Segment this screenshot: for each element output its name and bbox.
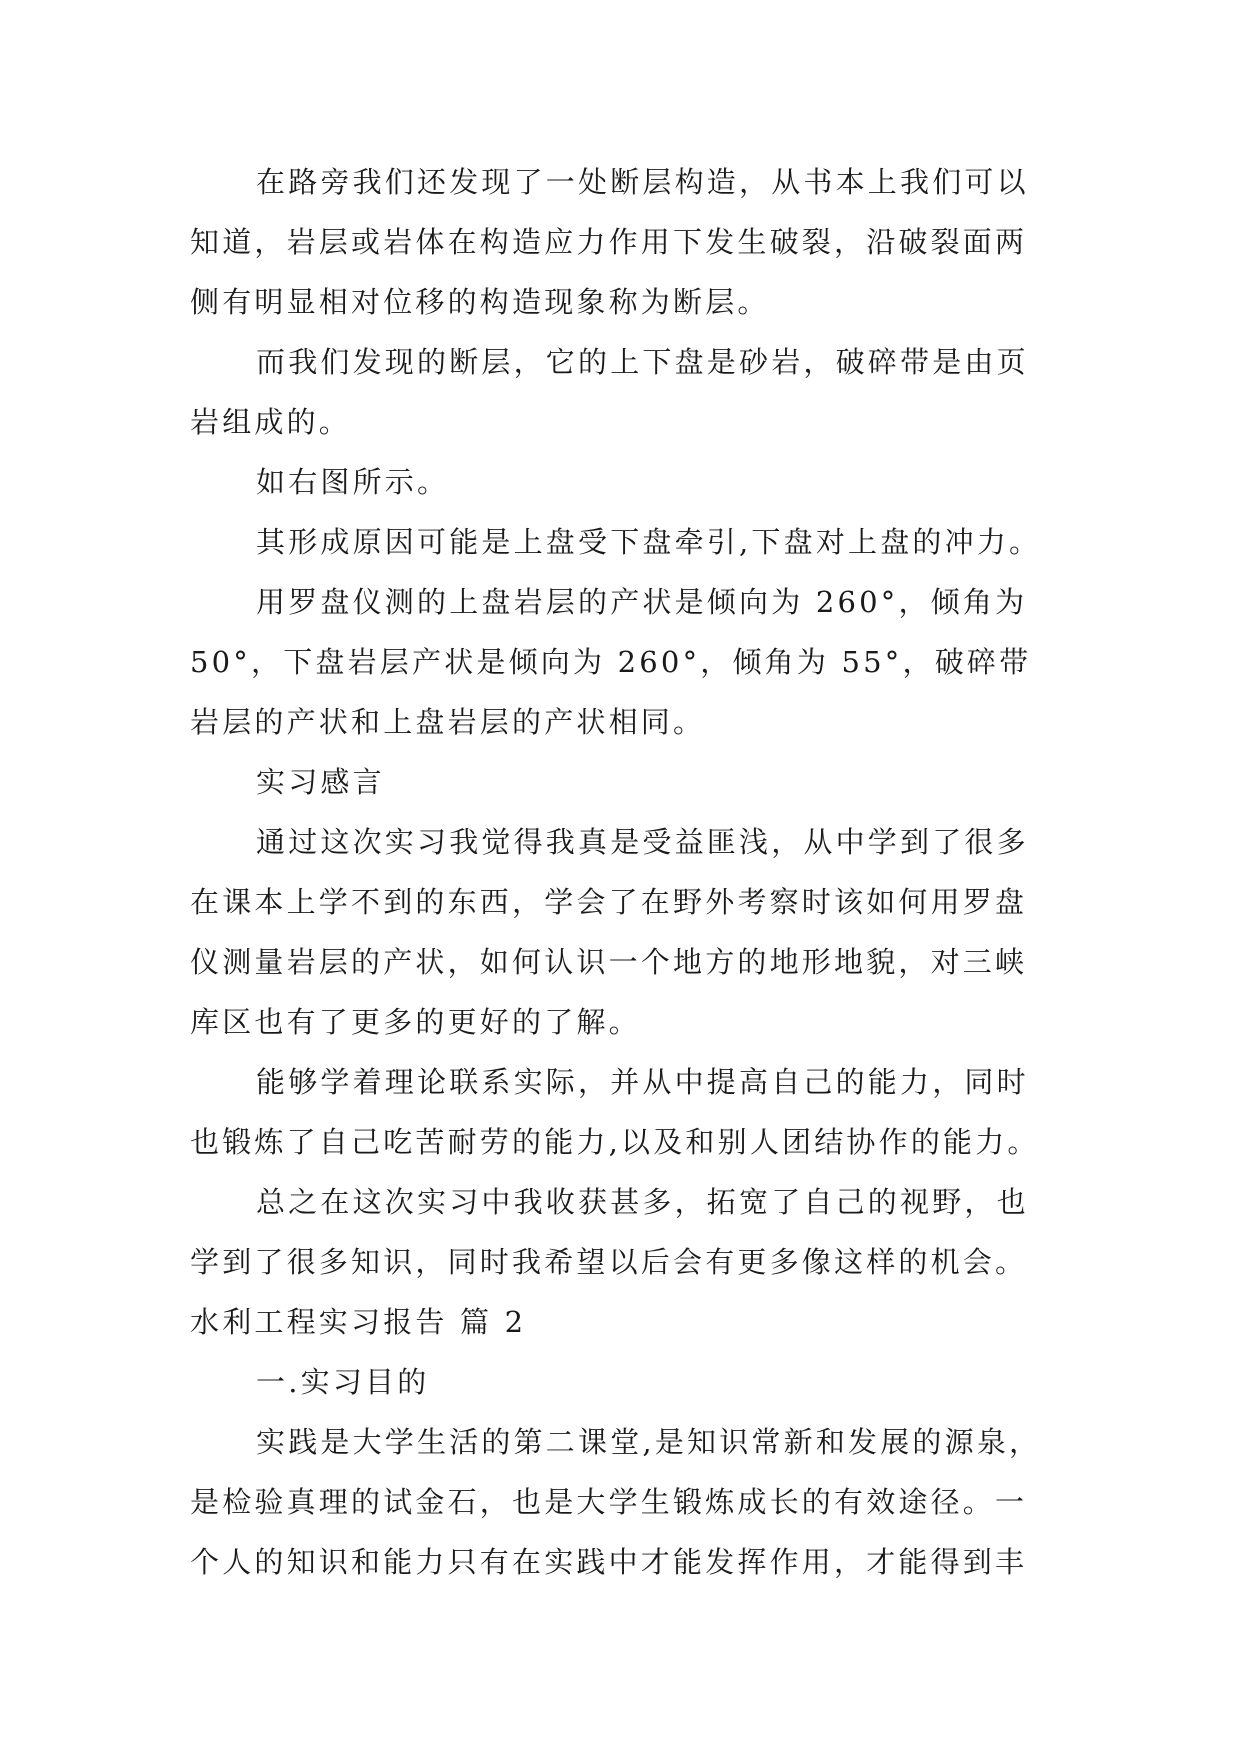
paragraph-line: 个人的知识和能力只有在实践中才能发挥作用，才能得到丰 bbox=[190, 1545, 1028, 1579]
paragraph-line: 岩层的产状和上盘岩层的产状相同。 bbox=[190, 705, 706, 739]
paragraph-line: 能够学着理论联系实际，并从中提高自己的能力，同时 bbox=[256, 1065, 1029, 1099]
paragraph-line: 岩组成的。 bbox=[190, 405, 352, 439]
paragraph-line: 是检验真理的试金石，也是大学生锻炼成长的有效途径。一 bbox=[190, 1485, 1028, 1519]
paragraph-line: 50°，下盘岩层产状是倾向为 260°，倾角为 55°，破碎带 bbox=[190, 645, 1032, 679]
paragraph-line: 侧有明显相对位移的构造现象称为断层。 bbox=[190, 285, 770, 319]
paragraph-line: 库区也有了更多的更好的了解。 bbox=[190, 1005, 641, 1039]
paragraph-line: 在课本上学不到的东西，学会了在野外考察时该如何用罗盘 bbox=[190, 885, 1028, 919]
section-heading: 实习感言 bbox=[256, 765, 385, 799]
paragraph-line: 总之在这次实习中我收获甚多，拓宽了自己的视野，也 bbox=[256, 1185, 1029, 1219]
paragraph-line: 仪测量岩层的产状，如何认识一个地方的地形地貌，对三峡 bbox=[190, 945, 1028, 979]
paragraph-line: 用罗盘仪测的上盘岩层的产状是倾向为 260°，倾角为 bbox=[256, 585, 1028, 619]
section-heading: 一.实习目的 bbox=[256, 1365, 430, 1399]
report-title: 水利工程实习报告 篇 2 bbox=[190, 1305, 527, 1339]
paragraph-line: 学到了很多知识，同时我希望以后会有更多像这样的机会。 bbox=[190, 1245, 1028, 1279]
paragraph-line: 实践是大学生活的第二课堂,是知识常新和发展的源泉， bbox=[256, 1425, 1042, 1459]
paragraph-line: 在路旁我们还发现了一处断层构造，从书本上我们可以 bbox=[256, 165, 1029, 199]
paragraph-line: 通过这次实习我觉得我真是受益匪浅，从中学到了很多 bbox=[256, 825, 1029, 859]
paragraph-line: 其形成原因可能是上盘受下盘牵引,下盘对上盘的冲力。 bbox=[256, 525, 1042, 559]
paragraph-line: 也锻炼了自己吃苦耐劳的能力,以及和别人团结协作的能力。 bbox=[190, 1125, 1040, 1159]
paragraph-line: 而我们发现的断层，它的上下盘是砂岩，破碎带是由页 bbox=[256, 345, 1029, 379]
paragraph-line: 如右图所示。 bbox=[256, 465, 450, 499]
paragraph-line: 知道，岩层或岩体在构造应力作用下发生破裂，沿破裂面两 bbox=[190, 225, 1028, 259]
